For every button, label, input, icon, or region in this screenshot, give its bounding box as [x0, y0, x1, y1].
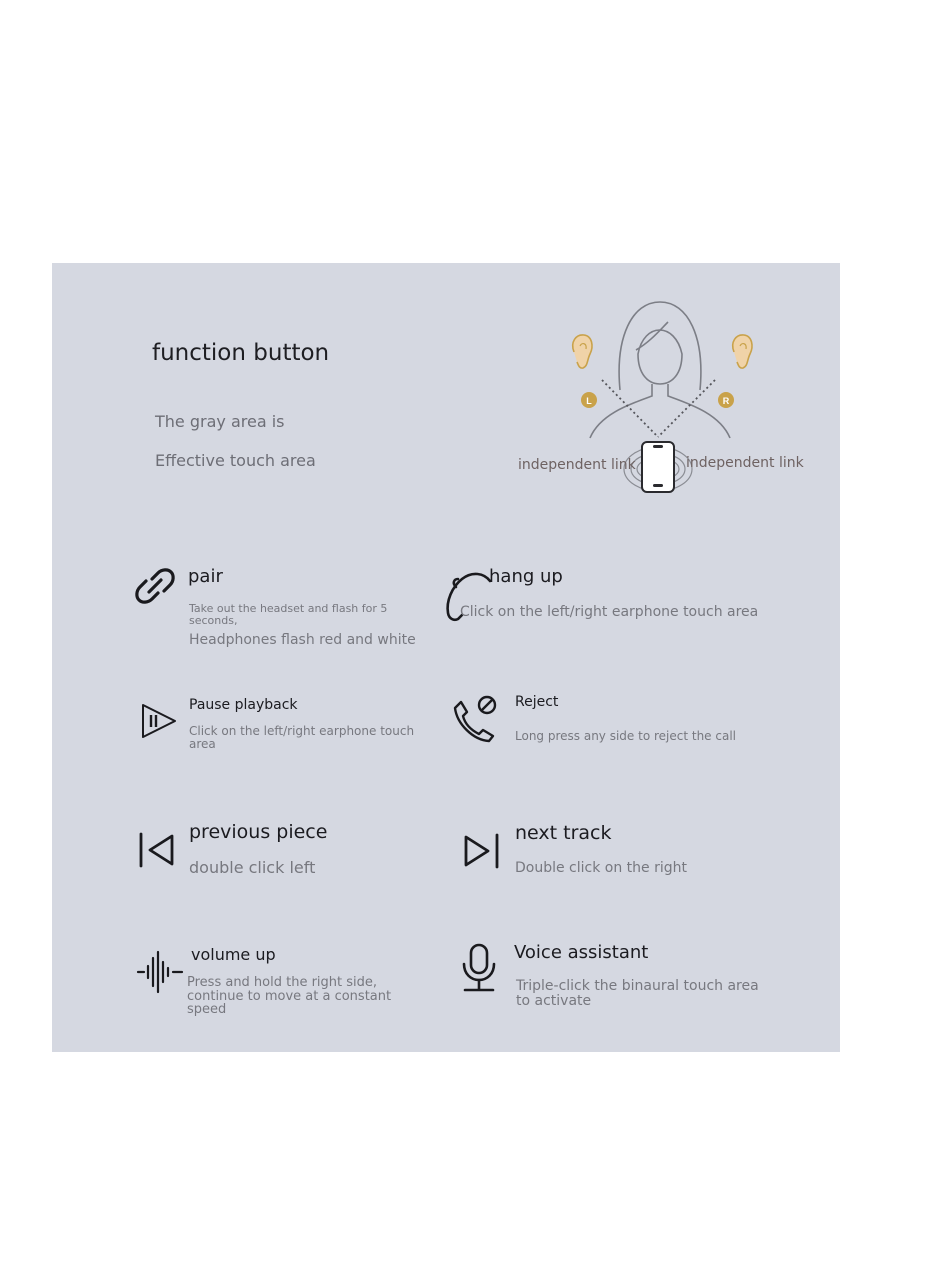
phone-icon [642, 442, 674, 492]
previous-piece-desc: double click left [189, 858, 316, 877]
svg-text:R: R [722, 396, 730, 406]
pair-desc-2: Headphones flash red and white [189, 632, 416, 648]
left-link-label: independent link [518, 457, 636, 473]
microphone-icon [459, 942, 499, 994]
right-ear-icon [733, 335, 752, 368]
volume-up-title: volume up [191, 945, 276, 964]
play-pause-icon [139, 701, 179, 741]
hang-up-title: hang up [489, 566, 563, 587]
voice-assistant-title: Voice assistant [514, 942, 649, 963]
intro-line-1: The gray area is [155, 412, 285, 431]
pause-playback-desc: Click on the left/right earphone touch area [189, 724, 415, 751]
next-track-icon [462, 832, 502, 870]
person-icon [590, 302, 730, 438]
voice-assistant-desc: Triple-click the binaural touch area to activate [516, 978, 759, 1009]
left-ear-icon [573, 335, 592, 368]
previous-track-icon [138, 831, 178, 869]
left-badge-icon [581, 392, 597, 408]
pair-title: pair [188, 566, 223, 587]
reject-desc: Long press any side to reject the call [515, 729, 736, 743]
svg-text:L: L [586, 396, 592, 406]
page-title: function button [152, 340, 330, 366]
volume-up-desc: Press and hold the right side, continue to move at a constant speed [187, 975, 392, 1018]
previous-piece-title: previous piece [189, 821, 328, 843]
reject-call-icon [451, 694, 499, 744]
link-icon [132, 563, 178, 609]
right-link-label: independent link [686, 455, 804, 471]
sound-wave-icon [136, 948, 186, 996]
intro-line-2: Effective touch area [155, 451, 316, 470]
pair-desc-1: Take out the headset and flash for 5 seconds, [189, 602, 388, 627]
pause-playback-title: Pause playback [189, 697, 298, 713]
right-badge-icon [718, 392, 734, 408]
next-track-title: next track [515, 822, 612, 844]
next-track-desc: Double click on the right [515, 860, 687, 876]
reject-title: Reject [515, 694, 559, 710]
hang-up-desc: Click on the left/right earphone touch area [460, 604, 759, 620]
